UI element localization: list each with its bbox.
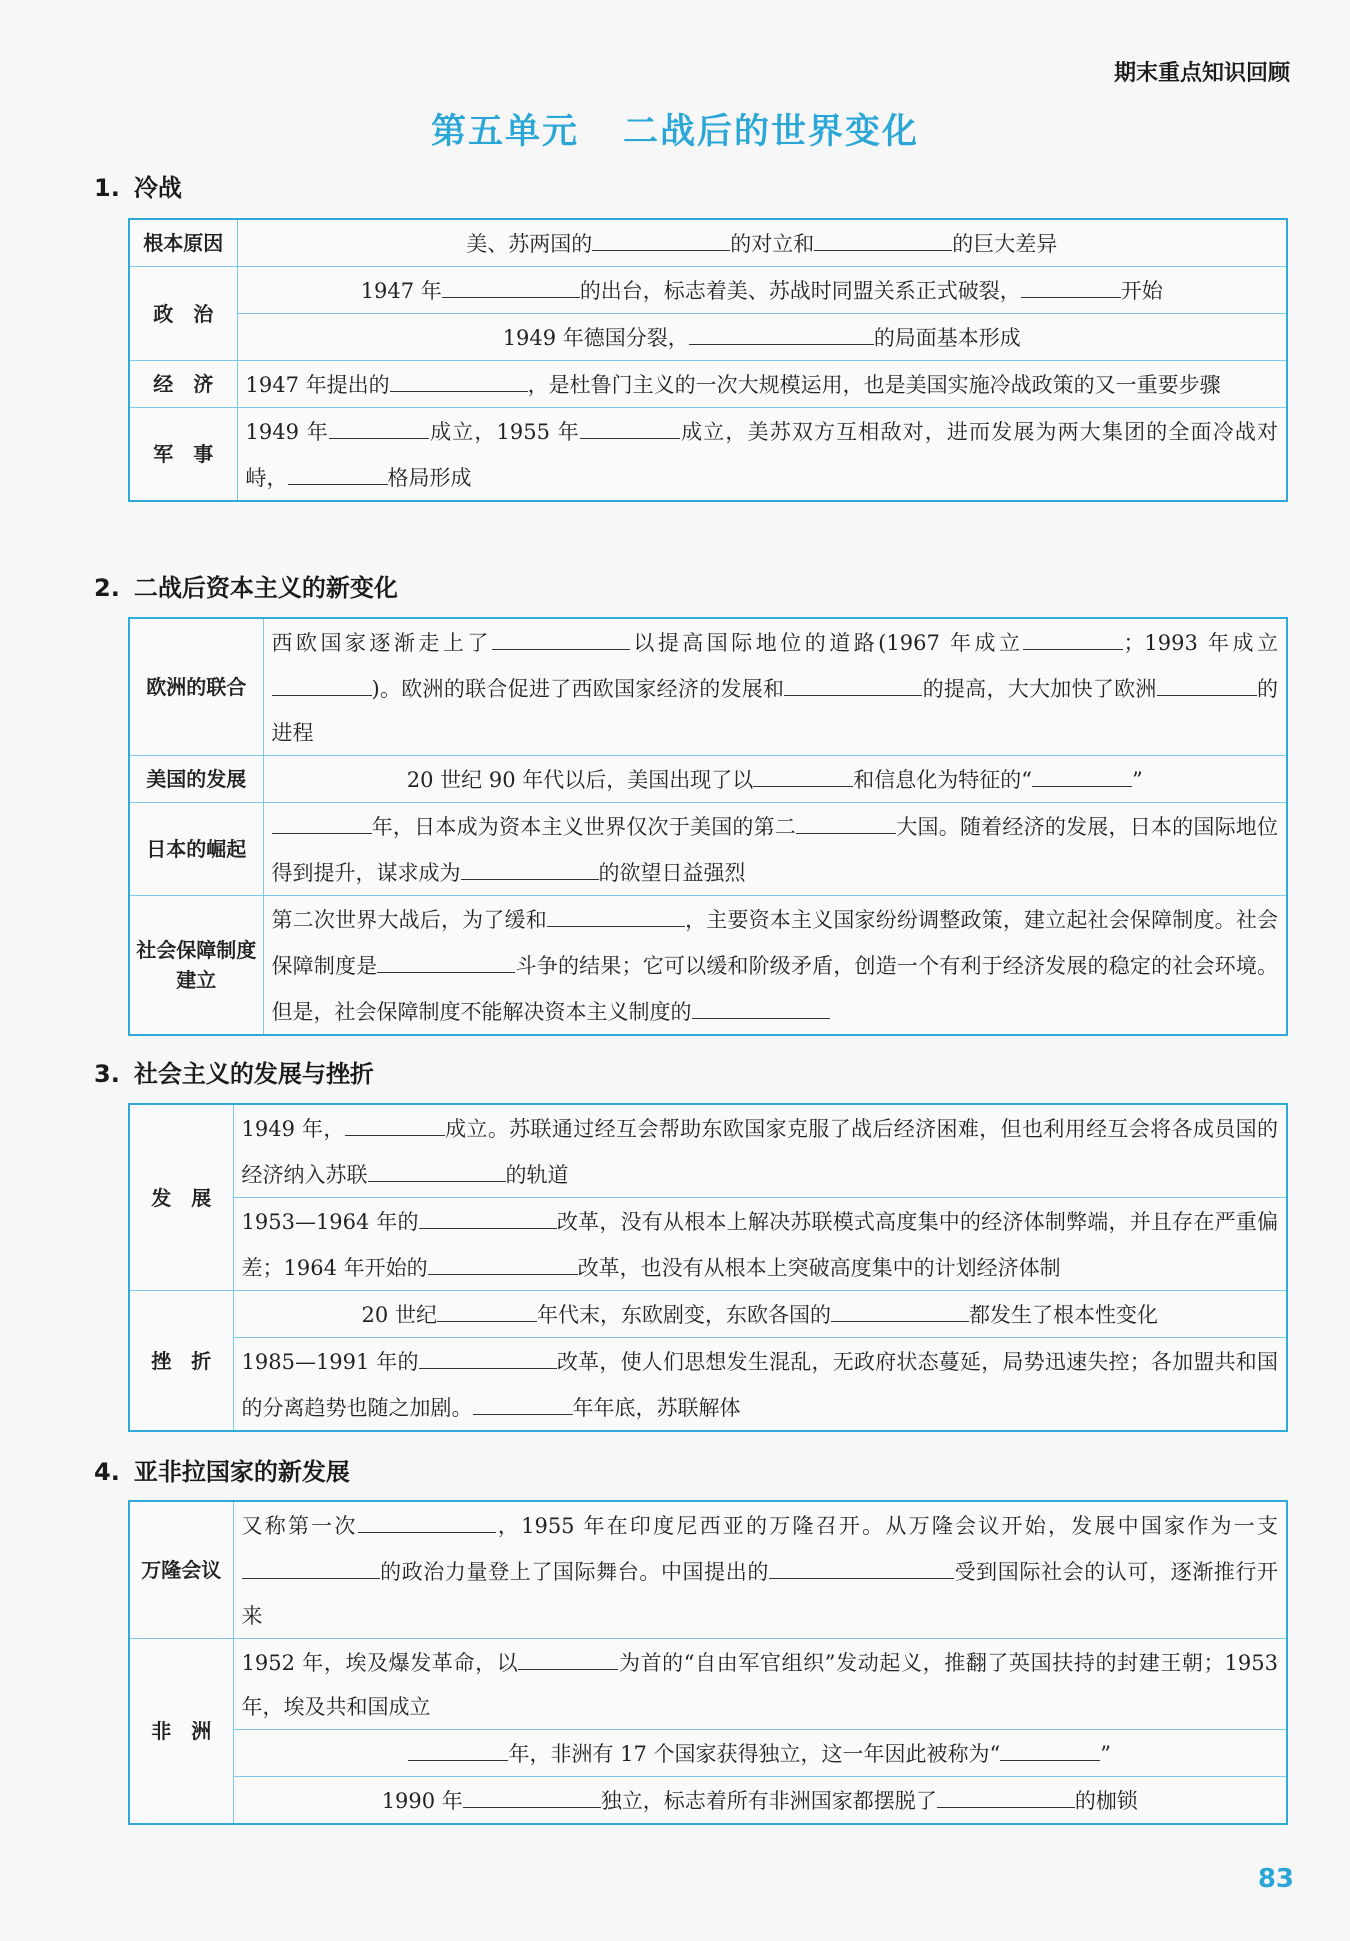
table-row [129, 1198, 1287, 1291]
table-row [129, 1777, 1287, 1825]
row-label: 政 治 [129, 267, 237, 361]
row-label: 日本的崛起 [129, 803, 263, 896]
row-label: 军 事 [129, 408, 237, 502]
answer-blank[interactable] [358, 1502, 496, 1533]
section-heading-capitalism [94, 568, 398, 603]
answer-blank[interactable] [692, 988, 830, 1019]
row-content: 年，日本成为资本主义世界仅次于美国的第二 大国。随着经济的发展，日本的国际地位得到提升，谋求成为 的欲望日益强烈 [263, 803, 1287, 896]
answer-blank[interactable] [1000, 1730, 1100, 1761]
cold-war-table [128, 218, 1288, 502]
row-label: 经 济 [129, 361, 237, 408]
row-label: 美国的发展 [129, 756, 263, 803]
unit-title [0, 104, 1350, 154]
row-label: 非 洲 [129, 1639, 233, 1825]
row-content: 20 世纪 90 年代以后，美国出现了以 和信息化为特征的“ ” [263, 756, 1287, 803]
row-content: 1953—1964 年的 改革，没有从根本上解决苏联模式高度集中的经济体制弊端，并且存在严重偏差；1964 年开始的 改革，也没有从根本上突破高度集中的计划经济体制 [233, 1198, 1287, 1291]
answer-blank[interactable] [769, 1548, 954, 1579]
answer-blank[interactable] [592, 220, 730, 251]
row-label: 社会保障制度建立 [129, 896, 263, 1036]
answer-blank[interactable] [390, 361, 528, 392]
section-title: 社会主义的发展与挫折 [133, 1060, 374, 1088]
answer-blank[interactable] [242, 1548, 380, 1579]
section-heading-asia-africa-latam [94, 1452, 350, 1487]
table-row [129, 618, 1287, 756]
answer-blank[interactable] [689, 314, 874, 345]
row-label: 根本原因 [129, 219, 237, 267]
answer-blank[interactable] [518, 1639, 618, 1670]
socialism-table [128, 1103, 1288, 1432]
answer-blank[interactable] [419, 1198, 557, 1229]
row-label: 万隆会议 [129, 1501, 233, 1639]
row-content: 1990 年 独立，标志着所有非洲国家都摆脱了 的枷锁 [233, 1777, 1287, 1825]
answer-blank[interactable] [937, 1777, 1075, 1808]
section-number: 3. [94, 1060, 120, 1088]
row-content: 1952 年，埃及爆发革命，以 为首的“自由军官组织”发动起义，推翻了英国扶持的封建王朝；1953 年，埃及共和国成立 [233, 1639, 1287, 1730]
section-number: 2. [94, 574, 120, 602]
answer-blank[interactable] [329, 408, 429, 439]
answer-blank[interactable] [428, 1244, 578, 1275]
table-row [129, 756, 1287, 803]
unit-title-topic: 二战后的世界变化 [623, 112, 920, 152]
row-content: 年，非洲有 17 个国家获得独立，这一年因此被称为“ ” [233, 1730, 1287, 1777]
answer-blank[interactable] [463, 1777, 601, 1808]
table-row [129, 219, 1287, 267]
section-title: 二战后资本主义的新变化 [133, 574, 398, 602]
answer-blank[interactable] [796, 803, 896, 834]
answer-blank[interactable] [831, 1291, 969, 1322]
page-number: 83 [1257, 1864, 1294, 1894]
table-row [129, 1338, 1287, 1432]
table-row [129, 803, 1287, 896]
section-title: 亚非拉国家的新发展 [133, 1458, 350, 1486]
answer-blank[interactable] [753, 756, 853, 787]
answer-blank[interactable] [272, 803, 372, 834]
answer-blank[interactable] [461, 849, 599, 880]
section-number: 1. [94, 174, 120, 202]
answer-blank[interactable] [784, 665, 922, 696]
unit-title-number: 第五单元 [430, 112, 579, 152]
row-label: 欧洲的联合 [129, 618, 263, 756]
row-content: 1949 年 成立，1955 年 成立，美苏双方互相敌对，进而发展为两大集团的全面冷战对峙， 格局形成 [237, 408, 1287, 502]
answer-blank[interactable] [580, 408, 680, 439]
table-row [129, 361, 1287, 408]
row-content: 20 世纪 年代末，东欧剧变，东欧各国的 都发生了根本性变化 [233, 1291, 1287, 1338]
answer-blank[interactable] [1023, 619, 1123, 650]
answer-blank[interactable] [547, 896, 685, 927]
capitalism-table [128, 617, 1288, 1036]
row-content: 1985—1991 年的 改革，使人们思想发生混乱，无政府状态蔓延，局势迅速失控；各加盟共和国的分离趋势也随之加剧。 年年底，苏联解体 [233, 1338, 1287, 1432]
table-row [129, 408, 1287, 502]
running-header: 期末重点知识回顾 [1113, 61, 1290, 86]
answer-blank[interactable] [272, 665, 372, 696]
answer-blank[interactable] [345, 1105, 445, 1136]
row-label: 发 展 [129, 1104, 233, 1291]
answer-blank[interactable] [814, 220, 952, 251]
table-row [129, 1730, 1287, 1777]
row-label: 挫 折 [129, 1291, 233, 1432]
row-content: 第二次世界大战后，为了缓和 ，主要资本主义国家纷纷调整政策，建立起社会保障制度。社会保障制度是 斗争的结果；它可以缓和阶级矛盾，创造一个有利于经济发展的稳定的社会环境。但是，社会保障制度不能解决资本主义制度的 [263, 896, 1287, 1036]
answer-blank[interactable] [419, 1338, 557, 1369]
row-content: 1949 年， 成立。苏联通过经互会帮助东欧国家克服了战后经济困难，但也利用经互会将各成员国的经济纳入苏联 的轨道 [233, 1104, 1287, 1198]
section-title: 冷战 [133, 174, 182, 202]
section-number: 4. [94, 1458, 120, 1486]
table-row [129, 1291, 1287, 1338]
row-content: 1949 年德国分裂， 的局面基本形成 [237, 314, 1287, 361]
asia-africa-latam-table [128, 1500, 1288, 1825]
row-content: 1947 年提出的 ，是杜鲁门主义的一次大规模运用，也是美国实施冷战政策的又一重要步骤 [237, 361, 1287, 408]
answer-blank[interactable] [437, 1291, 537, 1322]
row-content: 西欧国家逐渐走上了 以提高国际地位的道路(1967 年成立 ；1993 年成立)。欧洲的联合促进了西欧国家经济的发展和 的提高，大大加快了欧洲 的进程 [263, 618, 1287, 756]
answer-blank[interactable] [377, 942, 515, 973]
answer-blank[interactable] [408, 1730, 508, 1761]
answer-blank[interactable] [473, 1384, 573, 1415]
table-row [129, 896, 1287, 1036]
answer-blank[interactable] [1157, 665, 1257, 696]
table-row [129, 1501, 1287, 1639]
answer-blank[interactable] [288, 454, 388, 485]
section-heading-cold-war [94, 168, 182, 203]
table-row [129, 1639, 1287, 1730]
row-content: 1947 年 的出台，标志着美、苏战时同盟关系正式破裂， 开始 [237, 267, 1287, 314]
row-content: 美、苏两国的 的对立和 的巨大差异 [237, 219, 1287, 267]
table-row [129, 267, 1287, 314]
table-row [129, 314, 1287, 361]
answer-blank[interactable] [1021, 267, 1121, 298]
table-row [129, 1104, 1287, 1198]
row-content: 又称第一次 ，1955 年在印度尼西亚的万隆召开。从万隆会议开始，发展中国家作为一支的政治力量登上了国际舞台。中国提出的 受到国际社会的认可，逐渐推行开来 [233, 1501, 1287, 1639]
answer-blank[interactable] [442, 267, 580, 298]
answer-blank[interactable] [492, 619, 630, 650]
answer-blank[interactable] [368, 1151, 506, 1182]
section-heading-socialism [94, 1054, 374, 1089]
answer-blank[interactable] [1032, 756, 1132, 787]
